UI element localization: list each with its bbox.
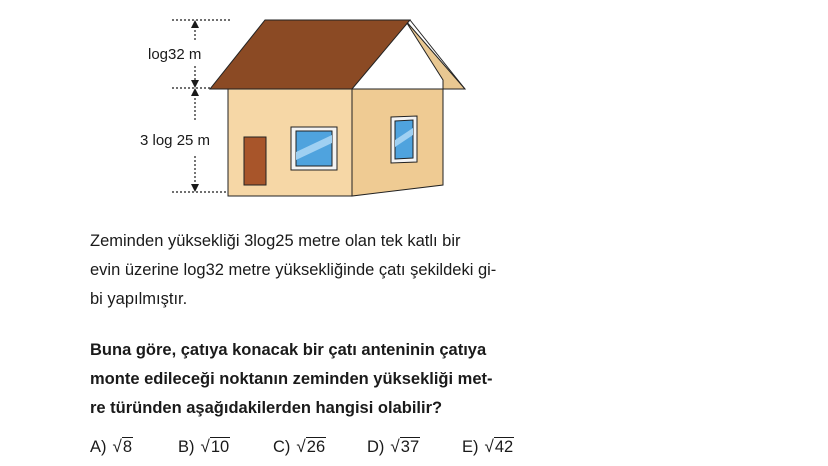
sqrt-icon: √	[484, 437, 494, 456]
option-c[interactable]	[273, 437, 326, 457]
option-letter: A)	[90, 438, 107, 456]
option-value: 42	[494, 438, 514, 456]
option-e[interactable]	[462, 437, 514, 457]
question-line: re türünden aşağıdakilerden hangisi olabilir?	[90, 399, 443, 417]
option-b[interactable]	[178, 437, 230, 457]
option-letter: D)	[367, 438, 385, 456]
statement-line: evin üzerine log32 metre yüksekliğinde çatı şekildeki gi-	[90, 261, 497, 279]
window-front	[291, 127, 337, 170]
option-value: 26	[306, 438, 326, 456]
problem-statement	[90, 227, 530, 314]
option-letter: B)	[178, 438, 195, 456]
door	[244, 137, 266, 185]
roof-side	[405, 20, 465, 89]
option-value: 10	[210, 438, 230, 456]
window-side	[391, 116, 417, 163]
option-d[interactable]	[367, 437, 420, 457]
wall-height-label: 3 log 25 m	[140, 132, 211, 149]
roof-height-label: log32 m	[148, 46, 202, 63]
option-value: 8	[122, 438, 133, 456]
question-line: Buna göre, çatıya konacak bir çatı anteninin çatıya	[90, 341, 487, 359]
house	[210, 20, 465, 196]
roof	[210, 20, 410, 89]
question-text	[90, 336, 530, 423]
option-value: 37	[400, 438, 420, 456]
sqrt-icon: √	[112, 437, 122, 456]
sqrt-icon: √	[200, 437, 210, 456]
option-letter: C)	[273, 438, 291, 456]
sqrt-icon: √	[390, 437, 400, 456]
question-line: monte edileceği noktanın zeminden yüksekliği met-	[90, 370, 493, 388]
option-a[interactable]	[90, 437, 133, 457]
sqrt-icon: √	[296, 437, 306, 456]
statement-line: Zeminden yüksekliği 3log25 metre olan tek katlı bir	[90, 232, 461, 250]
statement-line: bi yapılmıştır.	[90, 290, 188, 308]
option-letter: E)	[462, 438, 479, 456]
